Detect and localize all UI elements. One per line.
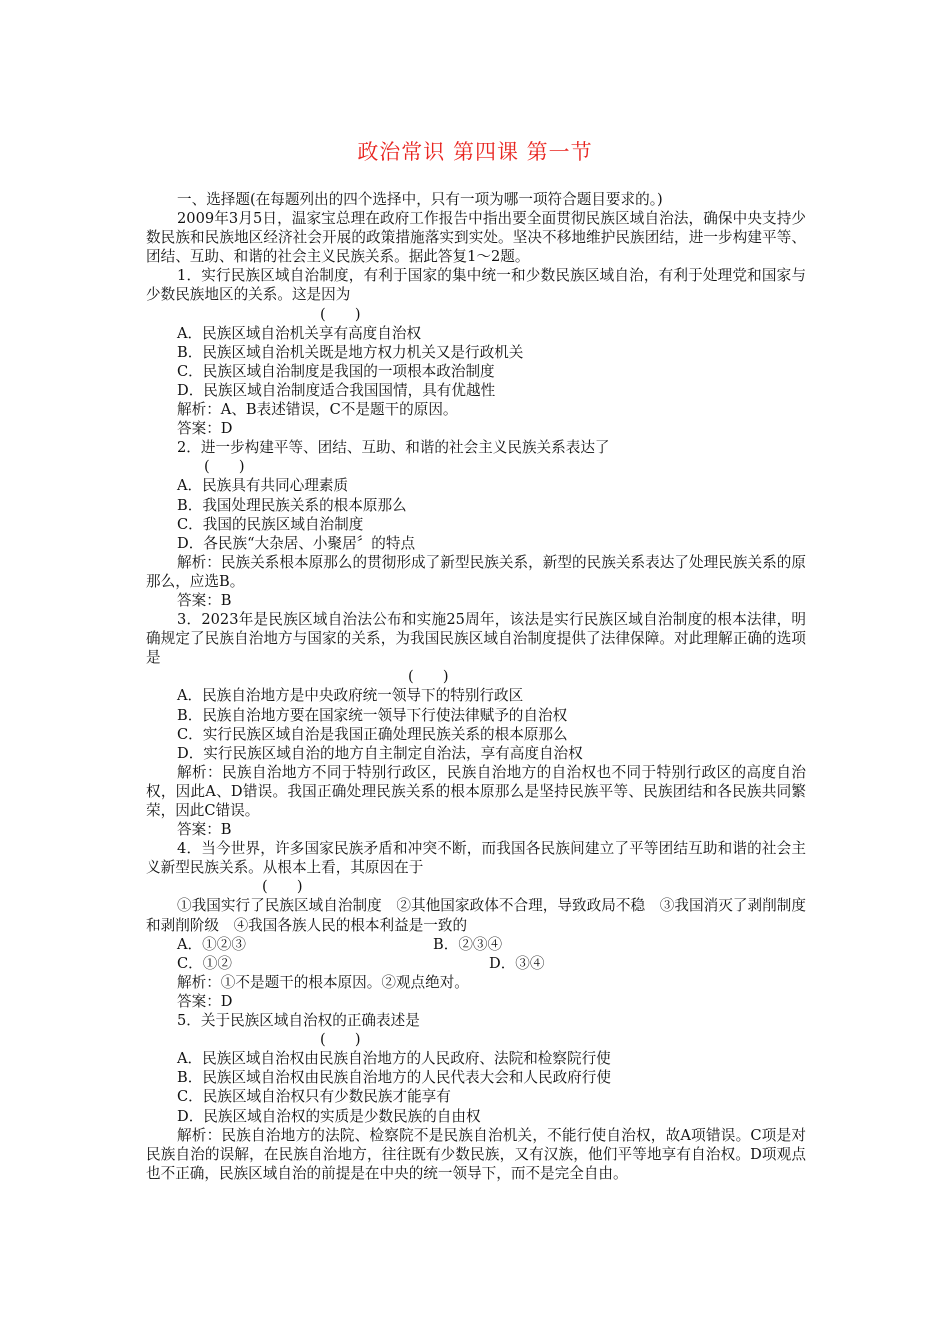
question-2-option-b: B．我国处理民族关系的根本原那么 <box>177 496 407 514</box>
question-3-option-d: D．实行民族区域自治的地方自主制定自治法，享有高度自治权 <box>177 744 583 762</box>
question-5-option-a: A．民族区域自治权由民族自治地方的人民政府、法院和检察院行使 <box>177 1050 611 1068</box>
question-3-analysis: 解析：民族自治地方不同于特别行政区，民族自治地方的自治权也不同于特别行政区的高度自治权，因此A、D错误。我国正确处理民族关系的根本原那么是坚持民族平等、民族团结和各民族共同繁荣，因此C错误。 <box>146 763 806 819</box>
document-body <box>146 190 806 1183</box>
question-2-answer-blank: ( ) <box>204 458 245 476</box>
question-1-option-b: B．民族区域自治机关既是地方权力机关又是行政机关 <box>177 343 524 361</box>
question-5-analysis: 解析：民族自治地方的法院、检察院不是民族自治机关，不能行使自治权，故A项错误。C项是对民族自治的误解，在民族自治地方，往往既有少数民族，又有汉族，他们平等地享有自治权。D项观点也不正确，民族区域自治的前提是在中央的统一领导下，而不是完全自由。 <box>146 1126 806 1182</box>
question-2-option-c: C．我国的民族区域自治制度 <box>177 515 364 533</box>
question-5-option-b: B．民族区域自治权由民族自治地方的人民代表大会和人民政府行使 <box>177 1069 611 1087</box>
question-1-option-a: A．民族区域自治机关享有高度自治权 <box>177 324 422 342</box>
question-4-options-row-2 <box>146 954 806 973</box>
question-3-answer: 答案：B <box>177 821 232 839</box>
question-1-option-d: D．民族区域自治制度适合我国国情，具有优越性 <box>177 381 496 399</box>
question-1-answer-blank: ( ) <box>320 305 361 323</box>
question-3-option-c: C．实行民族区域自治是我国正确处理民族关系的根本原那么 <box>177 725 568 743</box>
question-2-answer: 答案：B <box>177 591 232 609</box>
page-title: 政治常识 第四课 第一节 <box>357 140 593 164</box>
question-3-option-a: A．民族自治地方是中央政府统一领导下的特别行政区 <box>177 687 524 705</box>
intro-paragraph: 2009年3月5日，温家宝总理在政府工作报告中指出要全面贯彻民族区域自治法，确保中央支持少数民族和民族地区经济社会开展的政策措施落实到实处。坚决不移地维护民族团结，进一步构建平等、团结、互助、和谐的社会主义民族关系。据此答复1～2题。 <box>146 210 806 266</box>
question-4-option-d: D．③④ <box>489 954 545 972</box>
question-1-analysis: 解析：A、B表述错误，C不是题干的原因。 <box>177 401 458 419</box>
question-5-answer-blank: ( ) <box>320 1031 361 1049</box>
question-3-stem: 3．2023年是民族区域自治法公布和实施25周年，该法是实行民族区域自治制度的根本法律，明确规定了民族自治地方与国家的关系，为我国民族区域自治制度提供了法律保障。对此理解正确的选项是 <box>146 611 806 667</box>
question-1-option-c: C．民族区域自治制度是我国的一项根本政治制度 <box>177 362 495 380</box>
question-4-options-row-1 <box>146 935 806 954</box>
question-2-stem: 2．进一步构建平等、团结、互助、和谐的社会主义民族关系表达了 <box>177 439 610 457</box>
question-4-option-b: B．②③④ <box>433 935 503 953</box>
question-1-stem: 1．实行民族区域自治制度，有利于国家的集中统一和少数民族区域自治，有利于处理党和国家与少数民族地区的关系。这是因为 <box>146 267 806 304</box>
question-4-answer: 答案：D <box>177 992 233 1010</box>
question-4-answer-blank: ( ) <box>262 878 303 896</box>
question-2-option-d: D．各民族“大杂居、小聚居〞的特点 <box>177 534 416 552</box>
question-3-answer-blank: ( ) <box>408 668 449 686</box>
question-1-answer: 答案：D <box>177 420 233 438</box>
question-5-option-c: C．民族区域自治权只有少数民族才能享有 <box>177 1088 451 1106</box>
question-2-analysis: 解析：民族关系根本原那么的贯彻形成了新型民族关系，新型的民族关系表达了处理民族关系的原那么，应选B。 <box>146 553 806 590</box>
question-5-option-d: D．民族区域自治权的实质是少数民族的自由权 <box>177 1107 481 1125</box>
question-2-option-a: A．民族具有共同心理素质 <box>177 477 349 495</box>
question-4-option-c: C．①② <box>177 954 232 972</box>
question-4-statements: ①我国实行了民族区域自治制度 ②其他国家政体不合理，导致政局不稳 ③我国消灭了剥削制度和剥削阶级 ④我国各族人民的根本利益是一致的 <box>146 897 806 934</box>
question-4-option-a: A．①②③ <box>177 935 246 953</box>
question-4-analysis: 解析：①不是题干的根本原因。②观点绝对。 <box>177 973 469 991</box>
question-5-stem: 5．关于民族区域自治权的正确表述是 <box>177 1012 420 1030</box>
section-heading: 一、选择题(在每题列出的四个选择中，只有一项为哪一项符合题目要求的。) <box>177 191 663 208</box>
question-3-option-b: B．民族自治地方要在国家统一领导下行使法律赋予的自治权 <box>177 706 568 724</box>
question-4-stem: 4．当今世界，许多国家民族矛盾和冲突不断，而我国各民族间建立了平等团结互助和谐的社会主义新型民族关系。从根本上看，其原因在于 <box>146 840 806 877</box>
